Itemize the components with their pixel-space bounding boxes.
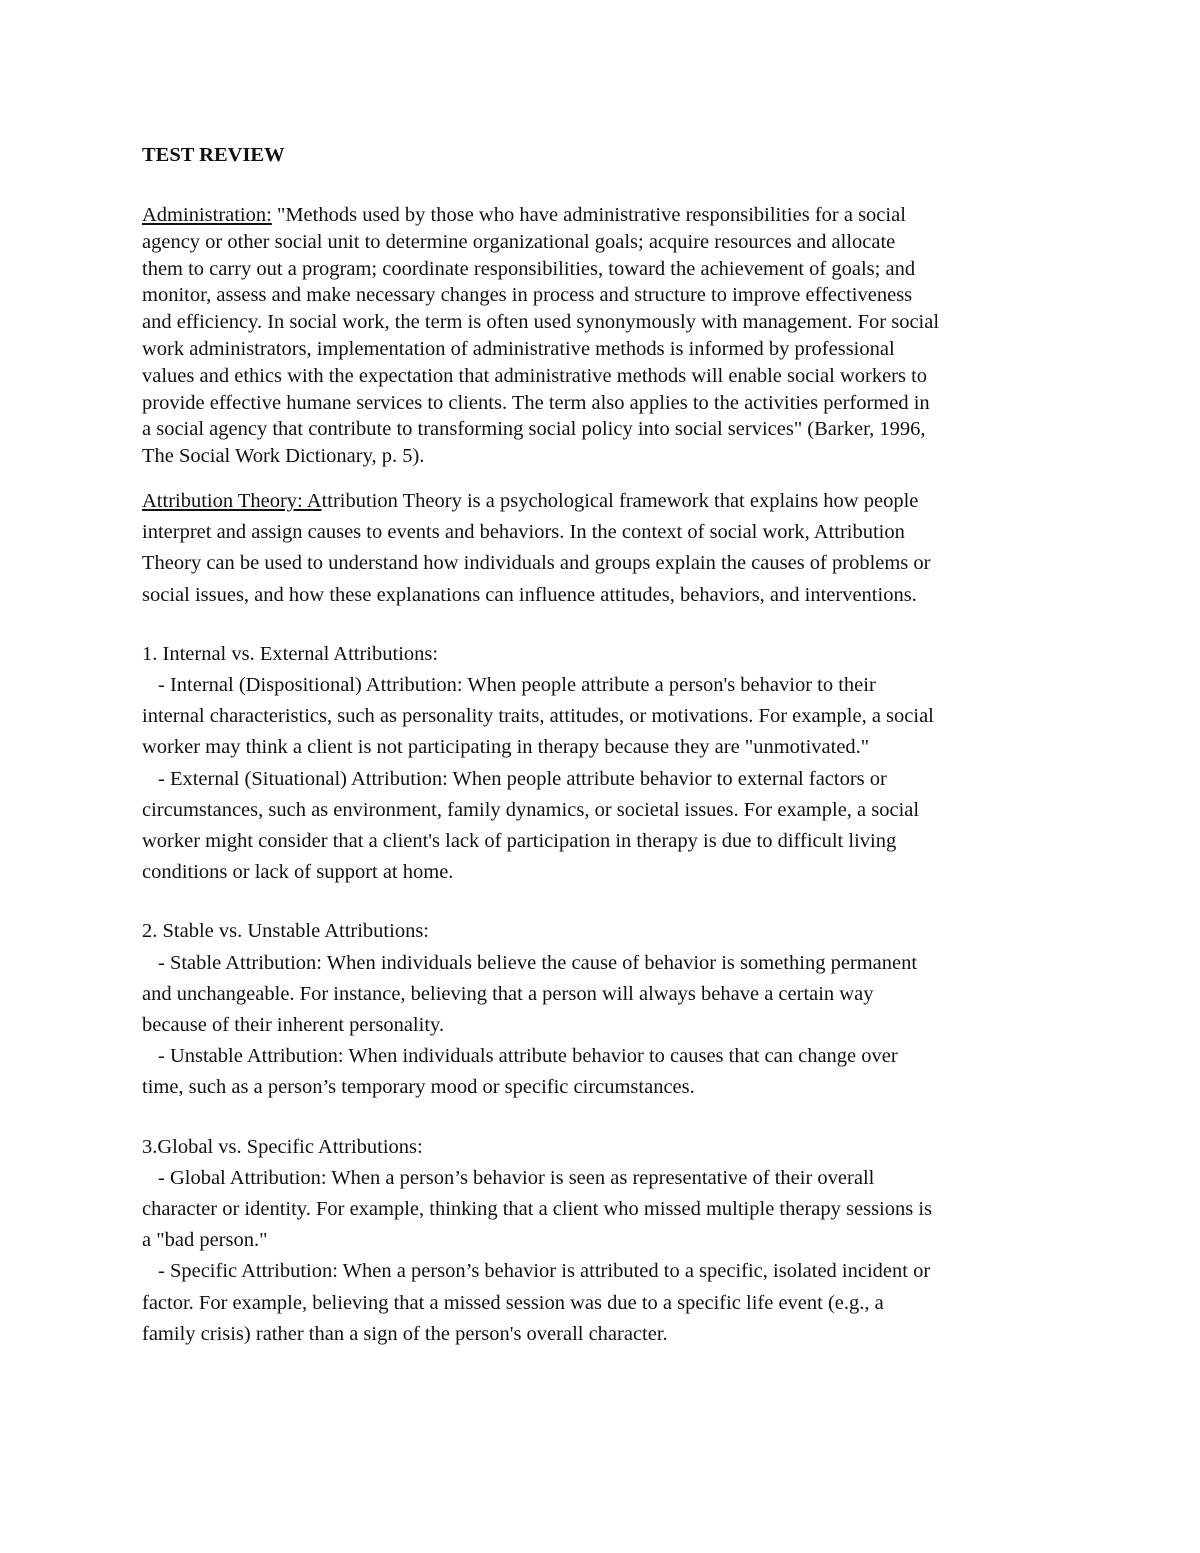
attribution-line: interpret and assign causes to events and behaviors. In the context of social work, Attribution <box>142 521 905 544</box>
list-item-line: character or identity. For example, thinking that a client who missed multiple therapy sessions is <box>142 1198 933 1221</box>
administration-line: provide effective humane services to clients. The term also applies to the activities performed in <box>142 391 930 414</box>
list-item-line: worker might consider that a client's lack of participation in therapy is due to difficult living <box>142 830 897 852</box>
administration-line: and efficiency. In social work, the term is often used synonymously with management. For social <box>142 311 940 334</box>
document-page <box>142 140 1072 1378</box>
administration-line: agency or other social unit to determine organizational goals; acquire resources and allocate <box>142 230 896 253</box>
attribution-line: Theory can be used to understand how individuals and groups explain the causes of problems or <box>142 552 931 575</box>
administration-term: Administration: <box>142 204 272 226</box>
administration-line: "Methods used by those who have administrative responsibilities for a social <box>271 204 906 226</box>
section-heading: 1. Internal vs. External Attributions: <box>142 642 439 665</box>
list-item-line: because of their inherent personality. <box>142 1014 445 1037</box>
list-item-line: - Internal (Dispositional) Attribution: When people attribute a person's behavior to their <box>158 673 876 696</box>
list-item-line: conditions or lack of support at home. <box>142 861 454 884</box>
list-item-line: - Unstable Attribution: When individuals attribute behavior to causes that can change over <box>158 1045 898 1068</box>
administration-line: values and ethics with the expectation that administrative methods will enable social workers to <box>142 364 928 387</box>
section-heading: 2. Stable vs. Unstable Attributions: <box>142 920 429 943</box>
administration-line: The Social Work Dictionary, p. 5). <box>142 445 425 468</box>
document-title: TEST REVIEW <box>142 144 285 166</box>
stable-unstable-section <box>142 916 1072 1103</box>
list-item-line: - External (Situational) Attribution: When people attribute behavior to external factors or <box>158 767 887 790</box>
list-item-line: worker may think a client is not participating in therapy because they are "unmotivated." <box>142 736 870 759</box>
internal-external-section <box>142 639 1072 889</box>
administration-line: monitor, assess and make necessary changes in process and structure to improve effectiveness <box>142 284 913 307</box>
administration-line: work administrators, implementation of administrative methods is informed by professional <box>142 337 895 360</box>
administration-paragraph <box>142 202 1072 470</box>
list-item-line: - Stable Attribution: When individuals believe the cause of behavior is something permanent <box>158 951 918 974</box>
list-item-line: a "bad person." <box>142 1229 268 1252</box>
global-specific-section <box>142 1132 1072 1350</box>
section-heading: 3.Global vs. Specific Attributions: <box>142 1135 423 1158</box>
list-item-line: circumstances, such as environment, family dynamics, or societal issues. For example, a social <box>142 798 920 821</box>
list-item-line: - Global Attribution: When a person’s behavior is seen as representative of their overall <box>158 1166 875 1189</box>
attribution-paragraph <box>142 486 1072 611</box>
list-item-line: internal characteristics, such as personality traits, attitudes, or motivations. For example, a social <box>142 705 934 728</box>
attribution-term: Attribution Theory: A <box>142 489 322 512</box>
list-item-line: factor. For example, believing that a missed session was due to a specific life event (e.g., a <box>142 1291 884 1314</box>
attribution-line: ttribution Theory is a psychological framework that explains how people <box>321 489 919 512</box>
list-item-line: time, such as a person’s temporary mood or specific circumstances. <box>142 1076 695 1099</box>
list-item-line: family crisis) rather than a sign of the person's overall character. <box>142 1322 668 1345</box>
administration-line: a social agency that contribute to transforming social policy into social services" (Barker, 1996, <box>142 418 926 441</box>
attribution-line: social issues, and how these explanations can influence attitudes, behaviors, and interventions. <box>142 583 917 606</box>
list-item-line: and unchangeable. For instance, believing that a person will always behave a certain way <box>142 982 874 1005</box>
administration-line: them to carry out a program; coordinate responsibilities, toward the achievement of goals; and <box>142 257 916 280</box>
list-item-line: - Specific Attribution: When a person’s behavior is attributed to a specific, isolated incident or <box>158 1260 931 1283</box>
